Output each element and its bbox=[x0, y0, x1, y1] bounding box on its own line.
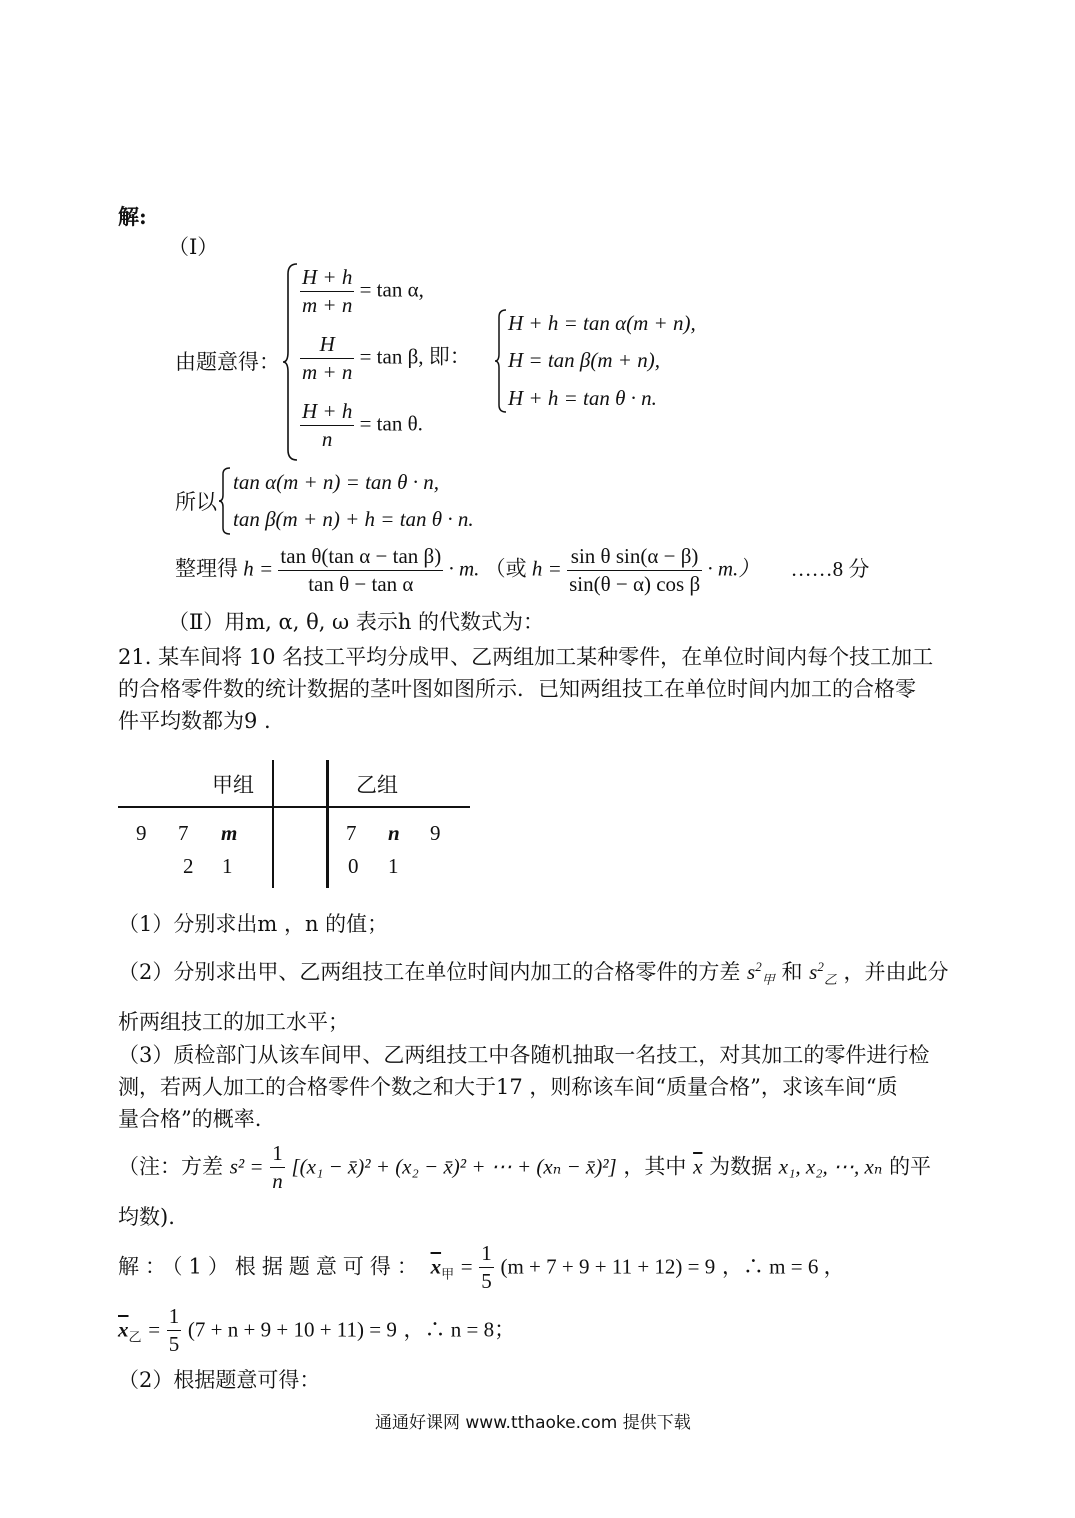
solution-eq: = bbox=[148, 1317, 161, 1342]
result-line bbox=[175, 543, 869, 599]
solution-x-yi: $\overline{x}$ bbox=[118, 1317, 129, 1342]
note-frac-den: n bbox=[272, 1169, 283, 1194]
variance-s: s bbox=[747, 960, 756, 984]
question-3-line2: 测，若两人加工的合格零件个数之和大于17 ，则称该车间“质量合格”，求该车间“质 bbox=[118, 1075, 898, 1099]
note-line bbox=[118, 1140, 931, 1196]
eq1-rhs: = tan α, bbox=[359, 277, 424, 302]
solution-therefore2: ，∴ n = 8； bbox=[403, 1317, 516, 1342]
note-body: [(x₁ − x̄)² + (x₂ − x̄)² + ⋯ + (xₙ − x̄)²] bbox=[291, 1154, 617, 1179]
solution-lead: 解：（1）根据题意可得： bbox=[118, 1254, 424, 1279]
question-3-line3: 量合格”的概率. bbox=[118, 1107, 262, 1131]
leaf-left: 2 bbox=[183, 854, 194, 878]
stem-leaf-divider bbox=[326, 760, 329, 888]
eq1-denominator: m + n bbox=[302, 293, 353, 318]
solution-frac-num: 1 bbox=[479, 1240, 494, 1268]
variance-sup: 2 bbox=[755, 959, 762, 974]
left-brace-icon bbox=[282, 262, 300, 462]
question-2-line2: 析两组技工的加工水平； bbox=[118, 1010, 349, 1034]
result-tail2: · m.） bbox=[707, 556, 760, 581]
result-den2: sin(θ − α) cos β bbox=[569, 572, 701, 597]
question-2-and: 和 bbox=[781, 960, 803, 984]
note-lead: （注：方差 bbox=[118, 1154, 223, 1179]
system3-lead: 所以 bbox=[175, 490, 217, 514]
stem-leaf-left-header: 甲组 bbox=[212, 773, 254, 797]
note-tail: 为数据 bbox=[709, 1154, 773, 1179]
solution-line1 bbox=[118, 1240, 845, 1296]
system1-eq2 bbox=[300, 331, 471, 387]
system1-eq1 bbox=[300, 264, 424, 320]
variance-sub-jia: 甲 bbox=[761, 972, 775, 988]
question-1: （1）分别求出m ，n 的值； bbox=[118, 912, 389, 936]
result-tail1: · m. bbox=[448, 556, 480, 581]
note-mid: ，其中 bbox=[623, 1154, 687, 1179]
note-end: 的平 bbox=[889, 1154, 932, 1179]
stem-leaf-right-header: 乙组 bbox=[356, 773, 398, 797]
solution-sub-yi: 乙 bbox=[128, 1330, 142, 1346]
variance-s: s bbox=[809, 960, 818, 984]
result-num1: tan θ(tan α − tan β) bbox=[278, 543, 443, 571]
system2-row1: H + h = tan α(m + n), bbox=[508, 311, 696, 335]
note-end2: 均数). bbox=[118, 1205, 175, 1229]
note-frac-num: 1 bbox=[270, 1140, 285, 1168]
note-list: x₁, x₂, ⋯, xₙ bbox=[778, 1154, 883, 1179]
result-or: （或 bbox=[484, 556, 527, 581]
result-lead: 整理得 bbox=[175, 556, 238, 581]
solution-expr1: (m + 7 + 9 + 11 + 12) = 9 bbox=[500, 1254, 716, 1279]
note-xbar: $\overline{x}$ bbox=[693, 1154, 703, 1179]
solution-sub-jia: 甲 bbox=[441, 1267, 455, 1283]
leaf-left: 7 bbox=[178, 821, 189, 845]
solution-expr2: (7 + n + 9 + 10 + 11) = 9 bbox=[187, 1317, 397, 1342]
leaf-left: m bbox=[221, 821, 238, 845]
system3-row1: tan α(m + n) = tan θ · n, bbox=[233, 470, 440, 494]
leaf-left: 1 bbox=[222, 854, 233, 878]
eq2-denominator: m + n bbox=[302, 360, 353, 385]
solution-heading: 解: bbox=[118, 204, 147, 229]
result-score: ……8 分 bbox=[790, 556, 870, 581]
result-h1: h = bbox=[243, 556, 274, 581]
note-s2: s² = bbox=[229, 1154, 264, 1179]
eq3-rhs: = tan θ. bbox=[359, 411, 423, 436]
variance-sub-yi: 乙 bbox=[823, 972, 837, 988]
solution-line2 bbox=[118, 1303, 515, 1359]
system1-conj: 即： bbox=[428, 344, 471, 369]
left-brace-icon bbox=[218, 466, 232, 536]
solution-frac-den: 5 bbox=[168, 1332, 180, 1357]
eq3-denominator: n bbox=[321, 427, 333, 452]
solution-x-jia: $\overline{x}$ bbox=[430, 1254, 442, 1279]
eq2-numerator: H bbox=[300, 331, 354, 359]
system1-lead: 由题意得： bbox=[175, 350, 280, 374]
q21-line2: 的合格零件数的统计数据的茎叶图如图所示．已知两组技工在单位时间内加工的合格零 bbox=[118, 677, 916, 701]
eq3-numerator: H + h bbox=[300, 398, 354, 426]
result-num2: sin θ sin(α − β) bbox=[567, 543, 702, 571]
solution-frac-den: 5 bbox=[481, 1269, 492, 1294]
system2-row2: H = tan β(m + n), bbox=[508, 348, 660, 372]
result-h2: h = bbox=[531, 556, 562, 581]
solution-part2: （2）根据题意可得： bbox=[118, 1368, 321, 1392]
question-2-tail: ，并由此分 bbox=[843, 960, 949, 984]
system3-row2: tan β(m + n) + h = tan θ · n. bbox=[233, 507, 474, 531]
variance-jia bbox=[747, 959, 775, 988]
question-2-line1 bbox=[118, 960, 949, 988]
eq1-numerator: H + h bbox=[300, 264, 354, 292]
part2-line: （Ⅱ）用m, α, θ, ω 表示h 的代数式为： bbox=[168, 610, 545, 634]
solution-eq: = bbox=[460, 1254, 473, 1279]
result-den1: tan θ − tan α bbox=[308, 572, 414, 597]
leaf-right: 1 bbox=[388, 854, 399, 878]
solution-frac-num: 1 bbox=[167, 1303, 182, 1331]
q21-line1: 21. 某车间将 10 名技工平均分成甲、乙两组加工某种零件，在单位时间内每个技工加工 bbox=[118, 645, 934, 669]
stem-leaf-divider bbox=[272, 760, 274, 888]
page-footer: 通通好课网 www.tthaoke.com 提供下载 bbox=[375, 1413, 691, 1433]
leaf-right: 0 bbox=[348, 854, 359, 878]
system2-row3: H + h = tan θ · n. bbox=[508, 386, 657, 410]
variance-yi bbox=[809, 959, 837, 988]
solution-therefore1: ，∴ m = 6 ， bbox=[721, 1254, 845, 1279]
system1-eq3 bbox=[300, 398, 423, 454]
q21-line3: 件平均数都为9 . bbox=[118, 709, 271, 733]
leaf-right: 9 bbox=[430, 821, 441, 845]
leaf-left: 9 bbox=[136, 821, 147, 845]
stem-leaf-header-rule bbox=[118, 806, 470, 808]
question-2-text: （2）分别求出甲、乙两组技工在单位时间内加工的合格零件的方差 bbox=[118, 960, 741, 984]
eq2-rhs: = tan β, bbox=[359, 344, 424, 369]
left-brace-icon bbox=[494, 308, 508, 414]
part1-label: （Ⅰ） bbox=[168, 235, 219, 259]
question-3-line1: （3）质检部门从该车间甲、乙两组技工中各随机抽取一名技工，对其加工的零件进行检 bbox=[118, 1043, 930, 1067]
variance-sup: 2 bbox=[817, 959, 824, 974]
leaf-right: 7 bbox=[346, 821, 357, 845]
leaf-right: n bbox=[388, 821, 400, 845]
